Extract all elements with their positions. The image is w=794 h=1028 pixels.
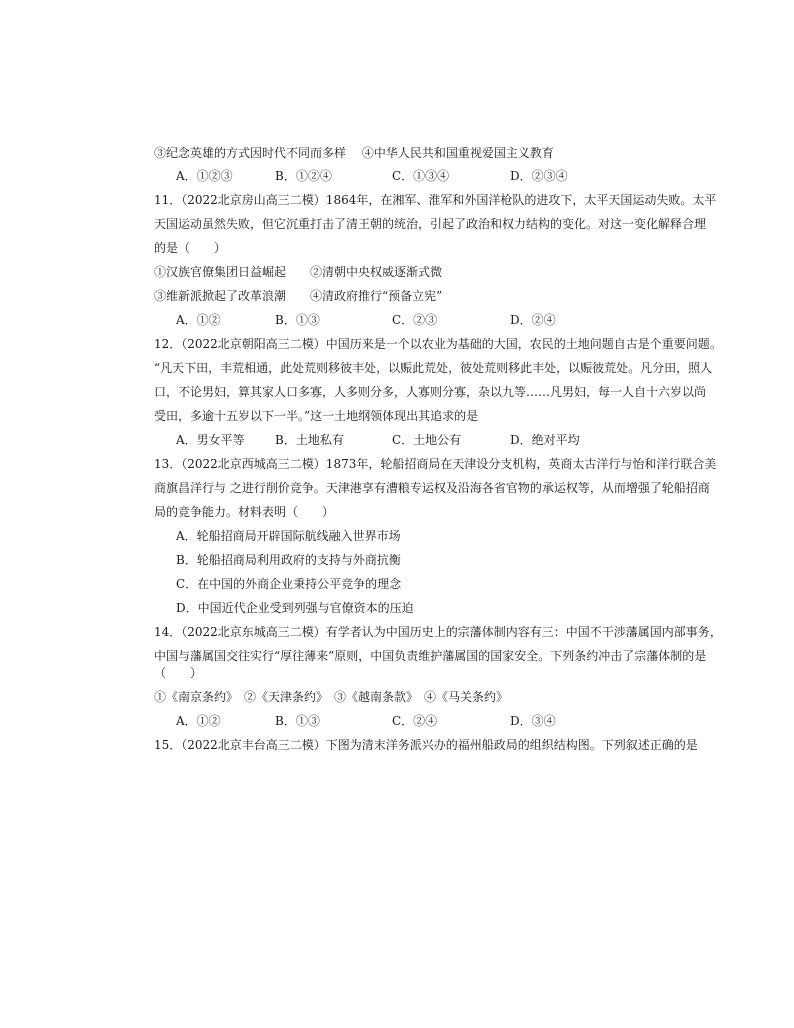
q11-stem-line3: 的是（ ）: [154, 241, 227, 255]
q14-option-c[interactable]: C．②④: [392, 714, 438, 728]
q10-option-a[interactable]: A．①②③: [176, 169, 233, 183]
q12-option-a[interactable]: A．男女平等: [176, 433, 245, 447]
q13-stem-line1: 13．（2022北京西城高三二模）1873年，轮船招商局在天津设分支机构，英商太古洋行与怡和洋行联合美: [154, 457, 717, 471]
q11-stem-line1: 11．（2022北京房山高三二模）1864年，在湘军、淮军和外国洋枪队的进攻下，太平天国运动失败。太平: [154, 193, 717, 207]
q12-stem-line4: 受田，多逾十五岁以下一半。”这一土地纲领体现出其追求的是: [154, 409, 479, 423]
q13-stem-line2: 商旗昌洋行与 之进行削价竞争。天津港享有漕粮专运权及沿海各省官物的承运权等，从而增强了轮船招商: [154, 481, 710, 495]
q13-option-a[interactable]: A．轮船招商局开辟国际航线融入世界市场: [176, 529, 401, 543]
q10-statements-3-4: ③纪念英雄的方式因时代不同而多样 ④中华人民共和国重视爱国主义教育: [154, 146, 554, 160]
q12-option-d[interactable]: D．绝对平均: [510, 433, 580, 447]
q14-stem-line2: 中国与藩属国交往实行“厚往薄来”原则，中国负责维护藩属国的国家安全。下列条约冲击了宗藩体制的是: [154, 649, 707, 663]
q12-stem-line2: “凡天下田，丰荒相通，此处荒则移彼丰处，以赈此荒处，彼处荒则移此丰处，以赈彼荒处。凡分田，照人: [154, 361, 713, 375]
q12-stem-line3: 口，不论男妇，算其家人口多寡，人多则分多，人寡则分寡，杂以九等……凡男妇，每一人自十六岁以尚: [154, 385, 707, 399]
q11-option-d[interactable]: D．②④: [510, 313, 556, 327]
q14-stem-line1: 14．（2022北京东城高三二模）有学者认为中国历史上的宗藩体制内容有三：中国不干涉藩属国内部事务，: [154, 625, 722, 639]
q13-option-c[interactable]: C．在中国的外商企业秉持公平竞争的理念: [176, 577, 402, 591]
q12-stem-line1: 12．（2022北京朝阳高三二模）中国历来是一个以农业为基础的大国，农民的土地问题自古是个重要问题。: [154, 337, 722, 351]
q11-option-a[interactable]: A．①②: [176, 313, 221, 327]
q14-treaties: ①《南京条约》 ②《天津条约》 ③《越南条款》 ④《马关条约》: [154, 690, 509, 704]
q12-option-b[interactable]: B．土地私有: [275, 433, 344, 447]
q12-option-c[interactable]: C．土地公有: [392, 433, 462, 447]
q10-option-b[interactable]: B．①②④: [275, 169, 332, 183]
q14-stem-line3: （ ）: [154, 666, 203, 680]
q10-option-c[interactable]: C．①③④: [392, 169, 450, 183]
q11-option-b[interactable]: B．①③: [275, 313, 320, 327]
q14-option-b[interactable]: B．①③: [275, 714, 320, 728]
q11-statements-1-2: ①汉族官僚集团日益崛起 ②清朝中央权威逐渐式微: [154, 265, 443, 279]
q15-stem-line1: 15．（2022北京丰台高三二模）下图为清末洋务派兴办的福州船政局的组织结构图。下列叙述正确的是: [154, 738, 698, 752]
q11-statements-3-4: ③维新派掀起了改革浪潮 ④清政府推行“预备立宪”: [154, 289, 443, 303]
q11-stem-line2: 天国运动虽然失败，但它沉重打击了清王朝的统治，引起了政治和权力结构的变化。对这一变化解释合理: [154, 217, 707, 231]
q13-option-d[interactable]: D．中国近代企业受到列强与官僚资本的压迫: [176, 601, 414, 615]
q14-option-a[interactable]: A．①②: [176, 714, 221, 728]
q10-option-d[interactable]: D．②③④: [510, 169, 568, 183]
q13-stem-line3: 局的竞争能力。材料表明（ ）: [154, 505, 335, 519]
q11-option-c[interactable]: C．②③: [392, 313, 438, 327]
q13-option-b[interactable]: B．轮船招商局利用政府的支持与外商抗衡: [176, 553, 401, 567]
q14-option-d[interactable]: D．③④: [510, 714, 556, 728]
